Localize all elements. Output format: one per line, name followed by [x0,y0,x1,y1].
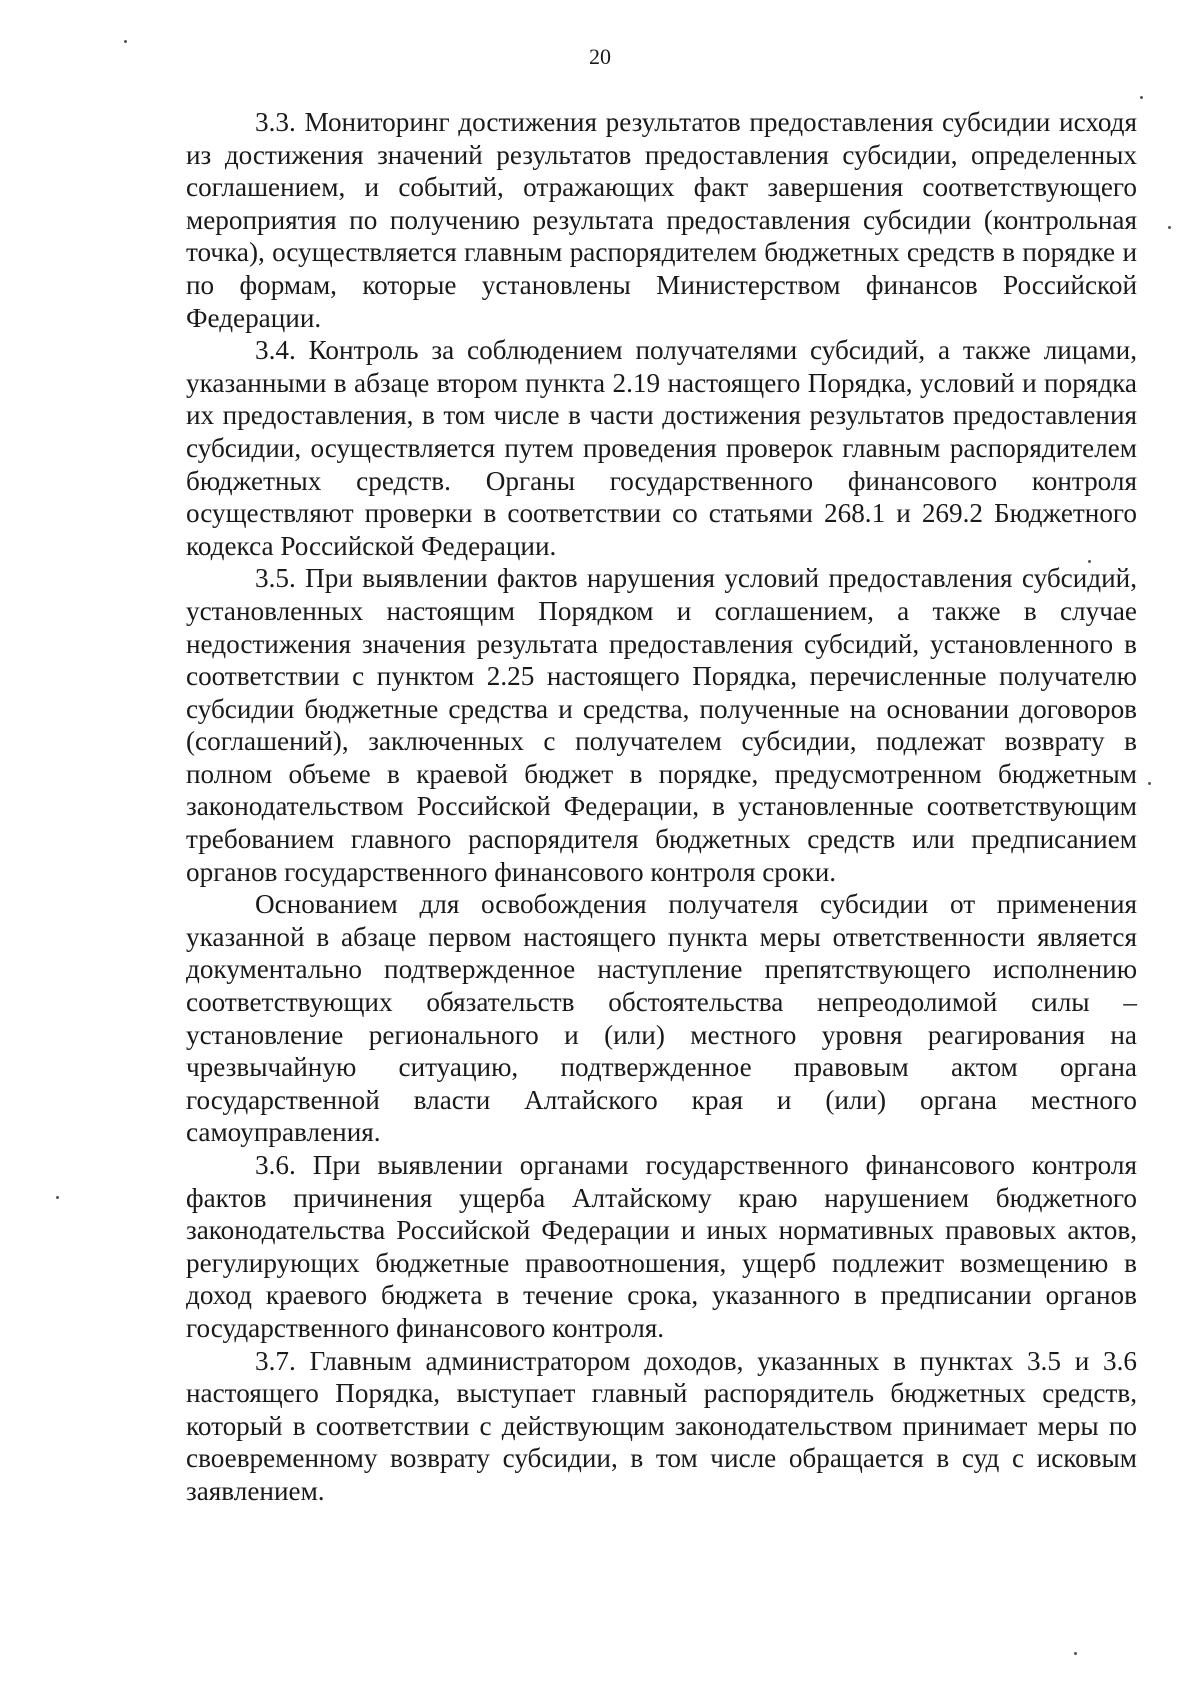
paragraph-3-4: 3.4. Контроль за соблюдением получателями субсидий, а также лицами, указанными в абзаце втором пункта 2.19 настоящего Порядка, условий и порядка их предоставления, в том числе в части достижения результатов предоставления субсидии, осуществляется путем проведения проверок главным распорядителем бюджетных средств. Органы государственного финансового контроля осуществляют проверки в соответствии со статьями 268.1 и 269.2 Бюджетного кодекса Российской Федерации. [186,335,1137,561]
scan-speck [1088,560,1091,563]
document-body [186,106,1137,1508]
paragraph-3-3: 3.3. Мониторинг достижения результатов предоставления субсидии исходя из достижения значений результатов предоставления субсидии, определенных соглашением, и событий, отражающих факт завершения соответствующего мероприятия по получению результата предоставления субсидии (контрольная точка), осуществляется главным распорядителем бюджетных средств в порядке и по формам, которые установлены Министерством финансов Российской Федерации. [186,107,1137,333]
scan-speck [1168,226,1171,229]
paragraph-3-7: 3.7. Главным администратором доходов, указанных в пунктах 3.5 и 3.6 настоящего Порядка, выступает главный распорядитель бюджетных средств, который в соответствии с действующим законодательством принимает меры по своевременному возврату субсидии, в том числе обращается в суд с исковым заявлением. [186,1345,1137,1506]
scan-speck [1074,1652,1077,1655]
scan-speck [56,1196,59,1199]
scan-speck [124,40,127,43]
paragraph-3-6: 3.6. При выявлении органами государственного финансового контроля фактов причинения ущерба Алтайскому краю нарушением бюджетного законодательства Российской Федерации и иных нормативных правовых актов, регулирующих бюджетные правоотношения, ущерб подлежит возмещению в доход краевого бюджета в течение срока, указанного в предписании органов государственного финансового контроля. [186,1150,1137,1343]
scan-speck [1148,782,1151,785]
scan-speck [1140,96,1143,99]
paragraph-exemption: Основанием для освобождения получателя субсидии от применения указанной в абзаце первом настоящего пункта меры ответственности является документально подтвержденное наступление препятствующего исполнению соответствующих обязательств обстоятельства непреодолимой силы – установление регионального и (или) местного уровня реагирования на чрезвычайную ситуацию, подтвержденное правовым актом органа государственной власти Алтайского края и (или) органа местного самоуправления. [186,889,1137,1148]
page-number: 20 [589,44,611,69]
paragraph-3-5: 3.5. При выявлении фактов нарушения условий предоставления субсидий, установленных настоящим Порядком и соглашением, а также в случае недостижения значения результата предоставления субсидий, установленного в соответствии с пунктом 2.25 настоящего Порядка, перечисленные получателю субсидии бюджетные средства и средства, полученные на основании договоров (соглашений), заключенных с получателем субсидии, подлежат возврату в полном объеме в краевой бюджет в порядке, предусмотренном бюджетным законодательством Российской Федерации, в установленные соответствующим требованием главного распорядителя бюджетных средств или предписанием органов государственного финансового контроля сроки. [186,563,1137,887]
